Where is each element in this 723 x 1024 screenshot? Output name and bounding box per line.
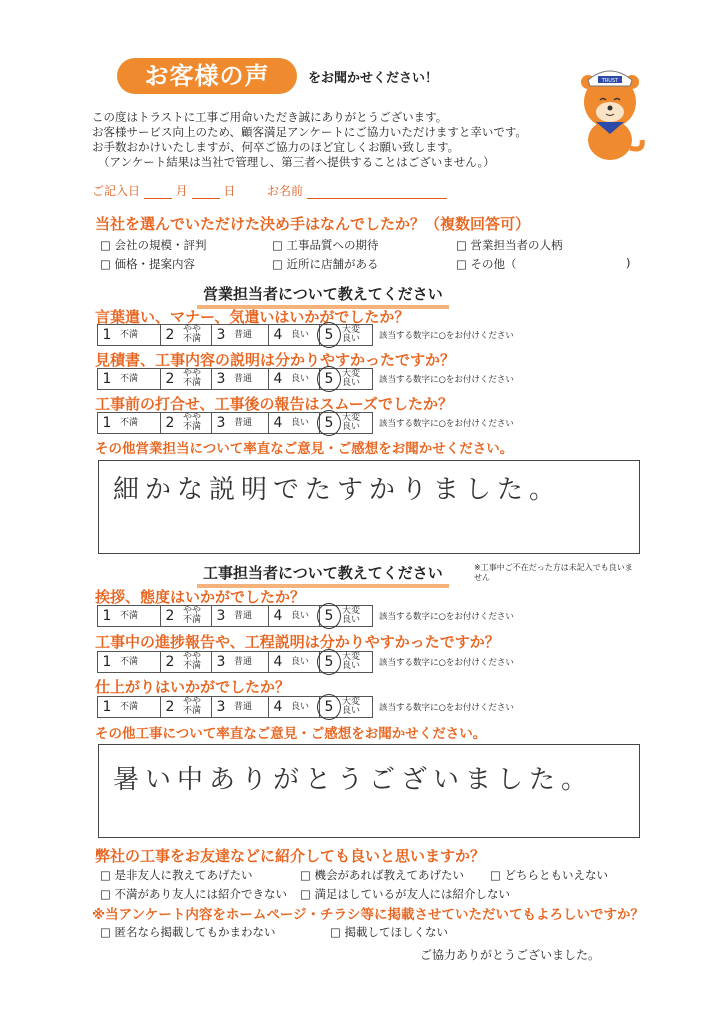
works-comment-box[interactable] xyxy=(98,744,640,838)
rating-number: 1 xyxy=(102,608,112,624)
rating-label: 不満 xyxy=(120,373,139,384)
rating-number: 5 xyxy=(324,415,334,431)
rating-number: 3 xyxy=(216,699,226,715)
rating-label: 普通 xyxy=(234,373,253,384)
rating-number: 2 xyxy=(165,415,175,431)
sales-section-heading: 営業担当者について教えてください xyxy=(197,283,449,309)
works-note: ※工事中ご不在だった方は未記入でも良いません xyxy=(474,563,633,582)
rating-hint: 該当する数字に○をお付けください xyxy=(379,419,514,429)
reason-option-reputation[interactable]: □ 会社の規模・評判 xyxy=(100,238,207,252)
sales-rating-2[interactable] xyxy=(97,368,514,390)
date-label: ご記入日 xyxy=(92,184,141,198)
intro-line: お客様サービス向上のため、顧客満足アンケートにご協力いただけますと幸いです。 xyxy=(92,125,527,139)
rating-number: 4 xyxy=(273,699,283,715)
selected-answer-circle xyxy=(317,410,341,436)
intro-text xyxy=(92,110,527,170)
rating-number: 4 xyxy=(273,608,283,624)
publish-question: ※当アンケート内容をホームページ・チラシ等に掲載させていただいてもよろしいですか？ xyxy=(92,907,645,923)
rating-label: 不満 xyxy=(120,610,139,621)
rating-label: 普通 xyxy=(234,656,253,667)
rating-option-5[interactable] xyxy=(320,606,372,626)
works-rating-3[interactable] xyxy=(97,696,514,718)
rating-label: 良い xyxy=(291,610,310,621)
rating-number: 1 xyxy=(102,654,112,670)
rating-number: 2 xyxy=(165,699,175,715)
rating-label: 大変 良い xyxy=(342,413,361,432)
rating-number: 5 xyxy=(324,608,334,624)
intro-line: この度はトラストに工事ご用命いただき誠にありがとうございます。 xyxy=(92,110,448,124)
rating-number: 4 xyxy=(273,327,283,343)
sales-question-3: 工事前の打合せ、工事後の報告はスムーズでしたか？ xyxy=(95,395,454,413)
rating-option-4[interactable] xyxy=(269,606,320,626)
rating-option-5[interactable] xyxy=(320,697,372,717)
rating-option-2[interactable] xyxy=(161,325,212,345)
rating-number: 2 xyxy=(165,327,175,343)
mascot-badge-text: TRUST xyxy=(601,78,619,84)
referral-option-neutral[interactable]: □ どちらともいえない xyxy=(490,868,609,882)
rating-option-4[interactable] xyxy=(269,413,320,433)
rating-label: 良い xyxy=(291,656,310,667)
rating-number: 2 xyxy=(165,608,175,624)
publish-option-decline[interactable]: □ 掲載してほしくない xyxy=(330,925,449,939)
month-field[interactable] xyxy=(144,186,172,199)
referral-question: 弊社の工事をお友達などに紹介しても良いと思いますか？ xyxy=(95,847,486,865)
rating-scale xyxy=(97,368,373,390)
referral-option-definitely[interactable]: □ 是非友人に教えてあげたい xyxy=(100,868,253,882)
day-label: 日 xyxy=(223,184,236,198)
rating-label: 大変 良い xyxy=(342,325,361,344)
rating-number: 5 xyxy=(324,699,334,715)
rating-number: 2 xyxy=(165,654,175,670)
rating-option-4[interactable] xyxy=(269,369,320,389)
entry-row xyxy=(92,182,447,199)
reason-option-salesperson[interactable]: □ 営業担当者の人柄 xyxy=(456,238,563,252)
rating-label: 良い xyxy=(291,329,310,340)
rating-number: 1 xyxy=(102,699,112,715)
rating-hint: 該当する数字に○をお付けください xyxy=(379,331,514,341)
rating-number: 3 xyxy=(216,415,226,431)
works-question-1: 挨拶、態度はいかがでしたか？ xyxy=(95,588,306,606)
month-label: 月 xyxy=(175,184,188,198)
rating-label: 良い xyxy=(291,701,310,712)
rating-scale xyxy=(97,605,373,627)
rating-option-3[interactable] xyxy=(212,413,269,433)
rating-label: 不満 xyxy=(120,656,139,667)
page-title-badge: お客様の声 xyxy=(117,58,297,94)
rating-option-5[interactable] xyxy=(320,325,372,345)
rating-label: 普通 xyxy=(234,610,253,621)
rating-hint: 該当する数字に○をお付けください xyxy=(379,703,514,713)
selected-answer-circle xyxy=(317,649,341,675)
reason-option-other[interactable]: □ その他（ xyxy=(456,257,517,271)
name-label: お名前 xyxy=(267,184,304,198)
rating-option-4[interactable] xyxy=(269,652,320,672)
intro-line: （アンケート結果は当社で管理し、第三者へ提供することはございません。） xyxy=(98,155,495,169)
sales-comment-text: 細かな説明でたすかりました。 xyxy=(113,475,562,505)
rating-number: 5 xyxy=(324,371,334,387)
rating-number: 1 xyxy=(102,415,112,431)
rating-scale xyxy=(97,651,373,673)
reason-option-price[interactable]: □ 価格・提案内容 xyxy=(100,257,196,271)
rating-option-2[interactable] xyxy=(161,652,212,672)
rating-label: やや 不満 xyxy=(183,325,202,344)
thanks-text: ご協力ありがとうございました。 xyxy=(420,948,601,962)
sales-rating-1[interactable] xyxy=(97,324,514,346)
rating-option-3[interactable] xyxy=(212,606,269,626)
rating-option-5[interactable] xyxy=(320,652,372,672)
rating-label: やや 不満 xyxy=(183,606,202,625)
rating-option-3[interactable] xyxy=(212,369,269,389)
sales-rating-3[interactable] xyxy=(97,412,514,434)
rating-label: 不満 xyxy=(120,701,139,712)
rating-number: 1 xyxy=(102,327,112,343)
works-comment-text: 暑い中ありがとうございました。 xyxy=(113,765,594,795)
rating-number: 3 xyxy=(216,327,226,343)
rating-scale xyxy=(97,324,373,346)
rating-label: 良い xyxy=(291,373,310,384)
rating-number: 5 xyxy=(324,654,334,670)
reason-question: 当社を選んでいただけた決め手はなんでしたか？（複数回答可） xyxy=(95,215,531,233)
works-rating-2[interactable] xyxy=(97,651,514,673)
rating-hint: 該当する数字に○をお付けください xyxy=(379,658,514,668)
rating-option-1[interactable] xyxy=(98,369,161,389)
rating-label: 普通 xyxy=(234,417,253,428)
rating-option-5[interactable] xyxy=(320,369,372,389)
rating-label: 大変 良い xyxy=(342,652,361,671)
selected-answer-circle xyxy=(317,694,341,720)
rating-label: 不満 xyxy=(120,417,139,428)
works-question-2: 工事中の進捗報告や、工程説明は分かりやすかったですか？ xyxy=(95,633,500,651)
referral-option-unsatisfied[interactable]: □ 不満があり友人には紹介できない xyxy=(100,887,288,901)
reason-other-close: ) xyxy=(626,256,631,270)
selected-answer-circle xyxy=(317,603,341,629)
sales-question-2: 見積書、工事内容の説明は分かりやすかったですか？ xyxy=(95,351,456,369)
rating-number: 1 xyxy=(102,371,112,387)
rating-number: 3 xyxy=(216,654,226,670)
rating-option-1[interactable] xyxy=(98,325,161,345)
rating-hint: 該当する数字に○をお付けください xyxy=(379,375,514,385)
rating-number: 3 xyxy=(216,608,226,624)
rating-label: やや 不満 xyxy=(183,369,202,388)
sales-comment-prompt: その他営業担当について率直なご意見・ご感想をお聞かせください。 xyxy=(95,441,514,457)
rating-scale xyxy=(97,412,373,434)
sales-question-1: 言葉遣い、マナー、気遣いはいかがでしたか？ xyxy=(95,308,410,326)
selected-answer-circle xyxy=(317,322,341,348)
rating-option-3[interactable] xyxy=(212,697,269,717)
rating-scale xyxy=(97,696,373,718)
rating-number: 2 xyxy=(165,371,175,387)
rating-option-1[interactable] xyxy=(98,697,161,717)
rating-number: 4 xyxy=(273,415,283,431)
name-field[interactable] xyxy=(307,186,447,199)
rating-option-4[interactable] xyxy=(269,697,320,717)
intro-line: お手数おかけいたしますが、何卒ご協力のほど宜しくお願い致します。 xyxy=(92,140,460,154)
rating-option-1[interactable] xyxy=(98,413,161,433)
day-field[interactable] xyxy=(192,186,220,199)
rating-number: 4 xyxy=(273,371,283,387)
rating-label: 大変 良い xyxy=(342,606,361,625)
sales-comment-box[interactable] xyxy=(98,460,640,554)
rating-option-2[interactable] xyxy=(161,697,212,717)
rating-option-1[interactable] xyxy=(98,606,161,626)
rating-label: やや 不満 xyxy=(183,652,202,671)
rating-label: 大変 良い xyxy=(342,697,361,716)
rating-number: 5 xyxy=(324,327,334,343)
publish-option-anonymous[interactable]: □ 匿名なら掲載してもかまわない xyxy=(100,925,276,939)
works-question-3: 仕上がりはいかがでしたか？ xyxy=(95,678,291,696)
rating-label: 普通 xyxy=(234,329,253,340)
rating-option-2[interactable] xyxy=(161,369,212,389)
reason-option-quality[interactable]: □ 工事品質への期待 xyxy=(272,238,379,252)
rating-option-2[interactable] xyxy=(161,413,212,433)
rating-option-3[interactable] xyxy=(212,325,269,345)
selected-answer-circle xyxy=(317,366,341,392)
rating-label: 普通 xyxy=(234,701,253,712)
mascot-tiger-icon xyxy=(570,62,650,162)
rating-label: やや 不満 xyxy=(183,697,202,716)
works-rating-1[interactable] xyxy=(97,605,514,627)
rating-option-3[interactable] xyxy=(212,652,269,672)
rating-number: 3 xyxy=(216,371,226,387)
referral-option-if-chance[interactable]: □ 機会があれば教えてあげたい xyxy=(300,868,465,882)
referral-option-satisfied-no-refer[interactable]: □ 満足はしているが友人には紹介しない xyxy=(300,887,511,901)
works-section-heading: 工事担当者について教えてください xyxy=(197,562,449,588)
rating-option-2[interactable] xyxy=(161,606,212,626)
rating-option-5[interactable] xyxy=(320,413,372,433)
rating-option-4[interactable] xyxy=(269,325,320,345)
reason-option-nearby-store[interactable]: □ 近所に店舗がある xyxy=(272,257,379,271)
rating-option-1[interactable] xyxy=(98,652,161,672)
rating-hint: 該当する数字に○をお付けください xyxy=(379,612,514,622)
rating-label: 不満 xyxy=(120,329,139,340)
rating-number: 4 xyxy=(273,654,283,670)
rating-label: 大変 良い xyxy=(342,369,361,388)
rating-label: やや 不満 xyxy=(183,413,202,432)
rating-label: 良い xyxy=(291,417,310,428)
page-subtitle: をお聞かせください！ xyxy=(308,71,439,86)
works-comment-prompt: その他工事について率直なご意見・ご感想をお聞かせください。 xyxy=(95,726,487,742)
